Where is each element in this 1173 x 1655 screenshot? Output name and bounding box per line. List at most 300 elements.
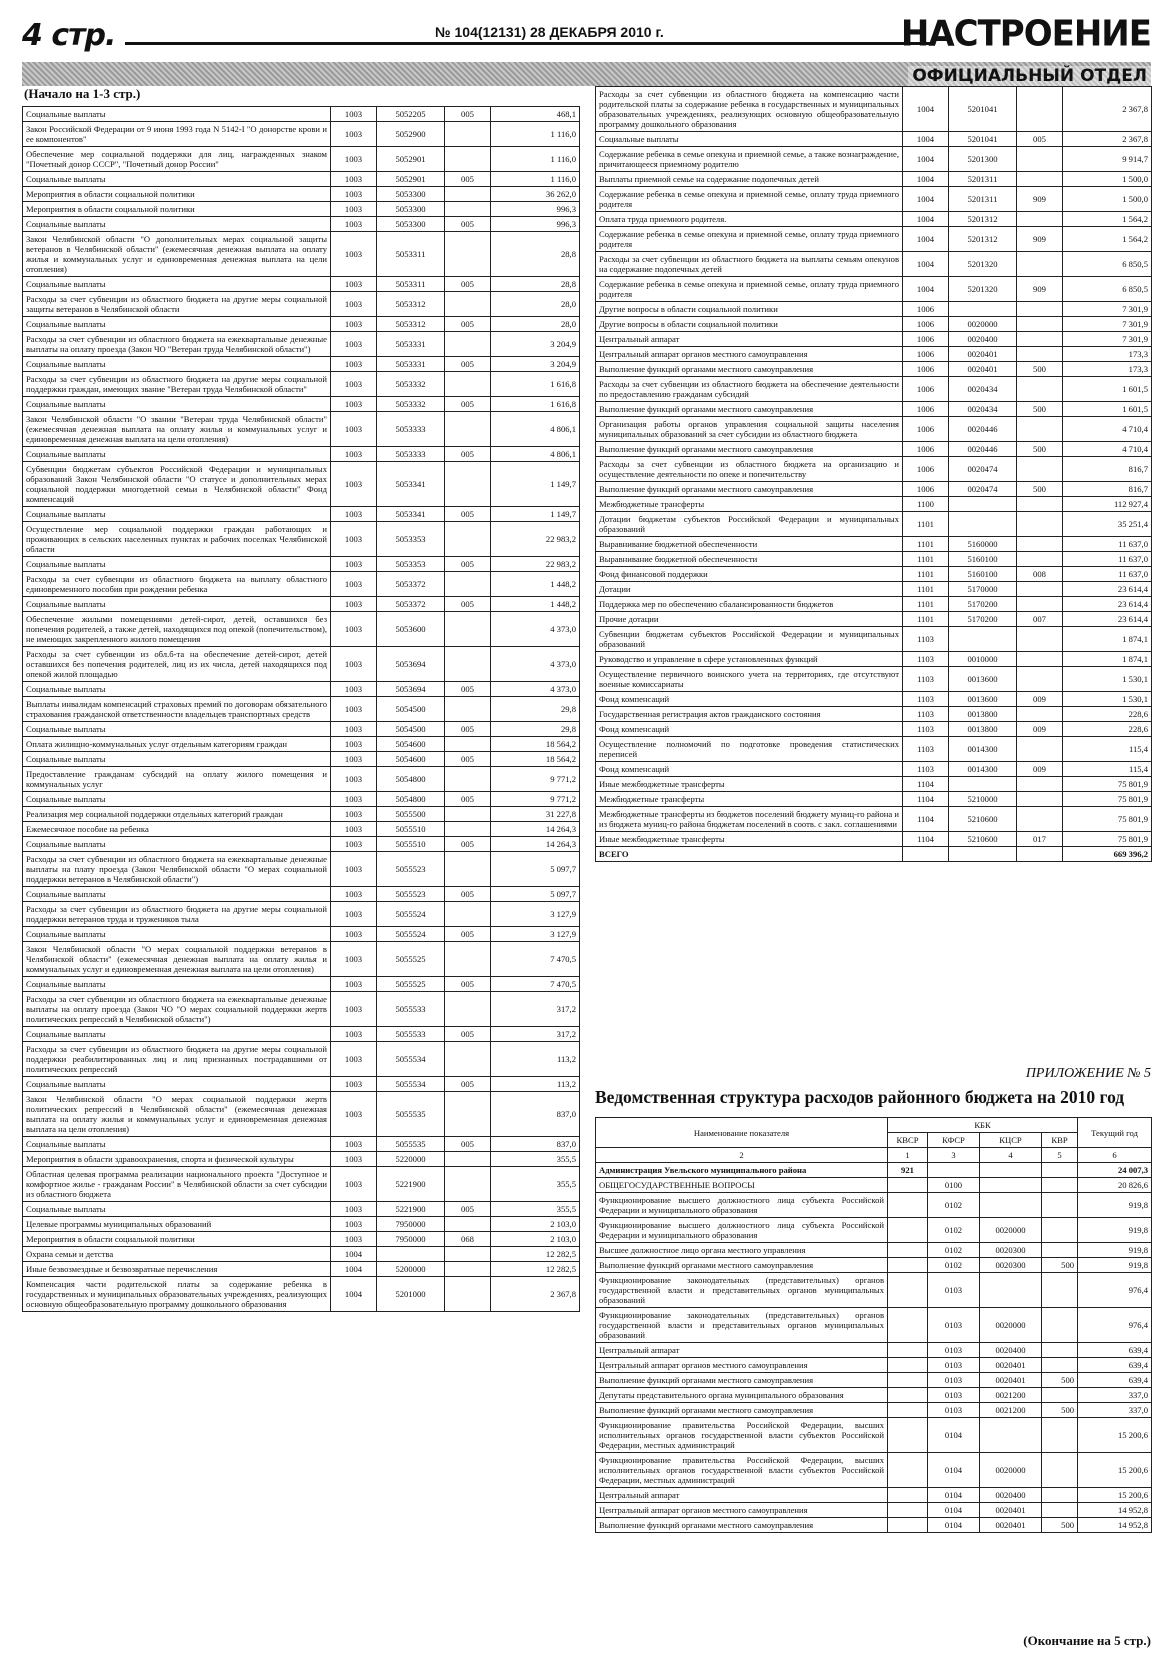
table-cell: 0102: [928, 1243, 980, 1258]
table-cell: 5055533: [377, 1027, 445, 1042]
table-cell: 1004: [903, 187, 949, 212]
table-cell: 5055500: [377, 807, 445, 822]
table-cell: [445, 572, 491, 597]
row-label: Фонд компенсаций: [596, 722, 903, 737]
table-row: [596, 1503, 1152, 1518]
table-cell: 5055535: [377, 1137, 445, 1152]
table-cell: 1104: [903, 832, 949, 847]
table-cell: 1 530,1: [1063, 692, 1152, 707]
table-cell: [949, 512, 1017, 537]
row-label: Предоставление гражданам субсидий на оплату жилого помещения и коммунальных услуг: [23, 767, 331, 792]
table-cell: [888, 1453, 928, 1488]
table-cell: 1004: [903, 87, 949, 132]
table-cell: 1003: [331, 232, 377, 277]
table-cell: 115,4: [1063, 737, 1152, 762]
row-label: Субвенции бюджетам субъектов Российской Федерации и муниципальных образований: [596, 627, 903, 652]
table-cell: 5201320: [949, 252, 1017, 277]
table-cell: 1003: [331, 332, 377, 357]
table-row: [23, 107, 580, 122]
table-cell: 5210600: [949, 832, 1017, 847]
row-label: Другие вопросы в области социальной политики: [596, 302, 903, 317]
table-row: [596, 707, 1152, 722]
table-cell: 1003: [331, 992, 377, 1027]
table-row: [23, 317, 580, 332]
table-cell: 4 710,4: [1063, 417, 1152, 442]
table-cell: 14 264,3: [491, 822, 580, 837]
table-cell: 5054500: [377, 697, 445, 722]
table-cell: 5052901: [377, 172, 445, 187]
table-cell: [888, 1488, 928, 1503]
table-cell: 5201300: [949, 147, 1017, 172]
table-cell: 1006: [903, 332, 949, 347]
table-cell: [1017, 807, 1063, 832]
table-cell: 75 801,9: [1063, 807, 1152, 832]
table-cell: 0020400: [980, 1343, 1042, 1358]
row-label: Расходы за счет субвенции из областного бюджета на выплаты семьям опекунов на содержание подопечных детей: [596, 252, 903, 277]
table-row: [23, 977, 580, 992]
table-cell: 1006: [903, 442, 949, 457]
table-cell: 0020474: [949, 457, 1017, 482]
table-cell: 5052900: [377, 122, 445, 147]
table-cell: 5053300: [377, 187, 445, 202]
row-label: Социальные выплаты: [23, 217, 331, 232]
row-label: Содержание ребенка в семье опекуна и приемной семье, а также вознаграждение, причитающееся приемному родителю: [596, 147, 903, 172]
table-row: [596, 227, 1152, 252]
table-cell: 0020446: [949, 417, 1017, 442]
table-cell: 5052205: [377, 107, 445, 122]
table-cell: 919,8: [1078, 1218, 1152, 1243]
table-cell: 005: [445, 557, 491, 572]
row-label: Функционирование высшего должностного лица субъекта Российской Федерации и муниципального образования: [596, 1193, 888, 1218]
table-cell: [980, 1163, 1042, 1178]
row-label: Социальные выплаты: [23, 927, 331, 942]
table-row: [596, 537, 1152, 552]
table-cell: 1 448,2: [491, 597, 580, 612]
table-row: [596, 417, 1152, 442]
table-cell: 0014300: [949, 762, 1017, 777]
table-cell: 005: [1017, 132, 1063, 147]
department-structure-table: [595, 1117, 1152, 1533]
table-cell: 005: [445, 887, 491, 902]
row-label: ВСЕГО: [596, 847, 903, 862]
table-cell: [445, 122, 491, 147]
row-label: Обеспечение мер социальной поддержки для лиц, награжденных знаком "Почетный донор СССР", "Почетный донор России": [23, 147, 331, 172]
table-cell: [445, 462, 491, 507]
table-cell: [1017, 252, 1063, 277]
table-cell: 28,8: [491, 232, 580, 277]
table-cell: 1006: [903, 302, 949, 317]
table-cell: 11 637,0: [1063, 537, 1152, 552]
table-cell: 9 771,2: [491, 767, 580, 792]
table-cell: 005: [445, 1027, 491, 1042]
table-row: [23, 927, 580, 942]
table-cell: 639,4: [1078, 1343, 1152, 1358]
table-cell: 009: [1017, 722, 1063, 737]
table-cell: 005: [445, 1137, 491, 1152]
table-cell: 5160100: [949, 552, 1017, 567]
table-row: [596, 1193, 1152, 1218]
row-label: Содержание ребенка в семье опекуна и приемной семье, оплату труда приемного родителя: [596, 227, 903, 252]
row-label: Выполнение функций органами местного самоуправления: [596, 1373, 888, 1388]
row-label: Социальные выплаты: [23, 357, 331, 372]
row-label: Расходы за счет субвенции из областного бюджета на компенсацию части родительской платы за содержание ребенка в государственных и муниципальных образовательных учреждениях, реализующих основную общеобразовательную программу дошкольного образования: [596, 87, 903, 132]
table-cell: 0104: [928, 1488, 980, 1503]
table-cell: 468,1: [491, 107, 580, 122]
table-row: [23, 1167, 580, 1202]
table-cell: 5210600: [949, 807, 1017, 832]
table-cell: 837,0: [491, 1137, 580, 1152]
table-row: [23, 612, 580, 647]
table-cell: 1003: [331, 737, 377, 752]
table-cell: 1004: [903, 212, 949, 227]
table-cell: 1101: [903, 612, 949, 627]
table-cell: 7 301,9: [1063, 332, 1152, 347]
table-cell: [445, 1262, 491, 1277]
table-cell: 5053331: [377, 332, 445, 357]
table-cell: 31 227,8: [491, 807, 580, 822]
col-header-kbk: КБК: [888, 1118, 1078, 1133]
table-cell: [445, 1247, 491, 1262]
table-row: [23, 447, 580, 462]
table-cell: 1103: [903, 707, 949, 722]
row-label: Функционирование законодательных (представительных) органов государственной власти и представительных органов муниципальных образований: [596, 1273, 888, 1308]
table-cell: [888, 1258, 928, 1273]
table-cell: 1003: [331, 647, 377, 682]
table-row: [23, 507, 580, 522]
table-cell: 5053332: [377, 397, 445, 412]
table-cell: 12 282,5: [491, 1262, 580, 1277]
table-cell: 1103: [903, 722, 949, 737]
row-label: Фонд компенсаций: [596, 762, 903, 777]
table-cell: 669 396,2: [1063, 847, 1152, 862]
table-cell: 1 116,0: [491, 147, 580, 172]
table-cell: [888, 1178, 928, 1193]
table-cell: 0010000: [949, 652, 1017, 667]
table-cell: 7 470,5: [491, 977, 580, 992]
table-cell: 2 103,0: [491, 1232, 580, 1247]
table-cell: [1017, 667, 1063, 692]
table-cell: 1006: [903, 377, 949, 402]
table-cell: 1100: [903, 497, 949, 512]
table-row: [23, 187, 580, 202]
table-cell: 5200000: [377, 1262, 445, 1277]
table-cell: [1042, 1503, 1078, 1518]
table-cell: 1006: [903, 362, 949, 377]
table-cell: 7 301,9: [1063, 302, 1152, 317]
table-cell: [377, 1247, 445, 1262]
table-row: [23, 737, 580, 752]
row-label: Социальные выплаты: [23, 557, 331, 572]
row-label: Межбюджетные трансферты: [596, 497, 903, 512]
table-row: [23, 1027, 580, 1042]
table-row: [596, 652, 1152, 667]
table-cell: 1006: [903, 457, 949, 482]
table-cell: 317,2: [491, 992, 580, 1027]
table-row: [23, 1202, 580, 1217]
table-cell: 5221900: [377, 1202, 445, 1217]
table-cell: 5053353: [377, 522, 445, 557]
table-cell: 29,8: [491, 722, 580, 737]
table-cell: 005: [445, 792, 491, 807]
table-cell: 1006: [903, 417, 949, 442]
table-cell: 919,8: [1078, 1243, 1152, 1258]
table-cell: 5053300: [377, 217, 445, 232]
appendix-label: ПРИЛОЖЕНИЕ № 5: [1025, 1066, 1151, 1081]
table-cell: 919,8: [1078, 1193, 1152, 1218]
table-cell: 1003: [331, 522, 377, 557]
table-row: [23, 752, 580, 767]
table-cell: 3 204,9: [491, 357, 580, 372]
table-cell: [445, 807, 491, 822]
table-cell: [445, 232, 491, 277]
table-cell: [445, 767, 491, 792]
table-cell: [1042, 1343, 1078, 1358]
table-cell: 5053694: [377, 682, 445, 697]
row-label: Поддержка мер по обеспечению сбалансированности бюджетов: [596, 597, 903, 612]
table-cell: 0102: [928, 1258, 980, 1273]
table-row: [596, 362, 1152, 377]
table-cell: 6 850,5: [1063, 252, 1152, 277]
table-cell: 28,0: [491, 292, 580, 317]
table-cell: 921: [888, 1163, 928, 1178]
table-cell: 1 500,0: [1063, 172, 1152, 187]
table-cell: [888, 1373, 928, 1388]
table-row: [596, 212, 1152, 227]
table-cell: 1 564,2: [1063, 212, 1152, 227]
table-cell: [445, 1217, 491, 1232]
table-cell: 14 952,8: [1078, 1518, 1152, 1533]
table-cell: [1017, 582, 1063, 597]
table-cell: [445, 332, 491, 357]
table-cell: [445, 522, 491, 557]
table-row: [596, 187, 1152, 212]
table-cell: 5053600: [377, 612, 445, 647]
row-label: Расходы за счет субвенции из областного бюджета на обеспечение деятельности по предоставлению гражданам субсидий: [596, 377, 903, 402]
table-cell: 5160000: [949, 537, 1017, 552]
col-number: 6: [1078, 1148, 1152, 1163]
table-cell: 1004: [903, 132, 949, 147]
table-cell: 816,7: [1063, 457, 1152, 482]
table-row: [23, 412, 580, 447]
table-cell: 1003: [331, 1232, 377, 1247]
table-cell: 1103: [903, 737, 949, 762]
table-cell: 5053312: [377, 292, 445, 317]
table-row: [596, 132, 1152, 147]
table-row: [596, 87, 1152, 132]
row-label: Социальные выплаты: [23, 792, 331, 807]
table-cell: 0020000: [980, 1308, 1042, 1343]
row-label: Осуществление первичного воинского учета на территориях, где отсутствуют военные комиссариаты: [596, 667, 903, 692]
table-cell: [445, 1042, 491, 1077]
table-cell: 7 470,5: [491, 942, 580, 977]
row-label: Расходы за счет субвенции из областного бюджета на выплату областного единовременного пособия при рождении ребенка: [23, 572, 331, 597]
table-cell: 3 204,9: [491, 332, 580, 357]
table-cell: 0020400: [980, 1488, 1042, 1503]
table-cell: 1 874,1: [1063, 627, 1152, 652]
row-label: Социальные выплаты: [23, 277, 331, 292]
row-label: Закон Челябинской области "О звании "Ветеран труда Челябинской области" (ежемесячная денежная выплата на оплату жилья и коммунальных услуг и единовременная денежная выплата на цели отопления): [23, 412, 331, 447]
row-label: Функционирование законодательных (представительных) органов государственной власти и представительных органов муниципальных образований: [596, 1308, 888, 1343]
table-row: [596, 762, 1152, 777]
table-row: [596, 252, 1152, 277]
row-label: Оплата труда приемного родителя.: [596, 212, 903, 227]
row-label: Организация работы органов управления социальной защиты населения муниципальных образований за счет субсидии из областного бюджета: [596, 417, 903, 442]
table-row: [23, 887, 580, 902]
row-label: Расходы за счет субвенции из областного бюджета на ежеквартальные денежные выплаты на оплату проезда (Закон ЧО "Ветеран труда Челябинской области"): [23, 332, 331, 357]
table-row: [23, 122, 580, 147]
table-cell: 1101: [903, 567, 949, 582]
table-row: [596, 582, 1152, 597]
table-cell: 1006: [903, 347, 949, 362]
table-cell: 35 251,4: [1063, 512, 1152, 537]
table-cell: 355,5: [491, 1167, 580, 1202]
table-cell: 005: [445, 507, 491, 522]
table-cell: [888, 1403, 928, 1418]
table-cell: 5055510: [377, 837, 445, 852]
table-cell: [1017, 512, 1063, 537]
table-cell: 5170200: [949, 612, 1017, 627]
table-cell: [445, 412, 491, 447]
table-cell: 1003: [331, 397, 377, 412]
col-header-kvr: КВР: [1042, 1133, 1078, 1148]
table-cell: [1017, 302, 1063, 317]
table-cell: 5055524: [377, 927, 445, 942]
table-cell: [1042, 1273, 1078, 1308]
table-cell: [445, 372, 491, 397]
row-label: ОБЩЕГОСУДАРСТВЕННЫЕ ВОПРОСЫ: [596, 1178, 888, 1193]
table-cell: [1042, 1193, 1078, 1218]
table-cell: 5201320: [949, 277, 1017, 302]
table-cell: 1003: [331, 767, 377, 792]
table-cell: 0013600: [949, 667, 1017, 692]
table-cell: [445, 852, 491, 887]
table-cell: 005: [445, 722, 491, 737]
table-cell: 1003: [331, 202, 377, 217]
row-label: Содержание ребенка в семье опекуна и приемной семье, оплату труда приемного родителя: [596, 187, 903, 212]
table-row: [23, 217, 580, 232]
table-cell: 1 448,2: [491, 572, 580, 597]
row-label: Дотации: [596, 582, 903, 597]
table-cell: 1003: [331, 317, 377, 332]
table-cell: 1004: [331, 1247, 377, 1262]
table-cell: 15 200,6: [1078, 1453, 1152, 1488]
table-cell: [980, 1178, 1042, 1193]
table-row: [596, 317, 1152, 332]
table-cell: 75 801,9: [1063, 792, 1152, 807]
table2-title: Ведомственная структура расходов районного бюджета на 2010 год: [595, 1087, 1125, 1107]
table-cell: [445, 292, 491, 317]
row-label: Выполнение функций органами местного самоуправления: [596, 442, 903, 457]
table-cell: 0013600: [949, 692, 1017, 707]
table-cell: 5053333: [377, 447, 445, 462]
table-row: [23, 682, 580, 697]
table-cell: 500: [1042, 1518, 1078, 1533]
table-cell: 5201000: [377, 1277, 445, 1312]
table-cell: 1003: [331, 107, 377, 122]
row-label: Реализация мер социальной поддержки отдельных категорий граждан: [23, 807, 331, 822]
table-cell: 5201041: [949, 132, 1017, 147]
table-cell: [1017, 87, 1063, 132]
table-cell: 005: [445, 447, 491, 462]
table-cell: 5055534: [377, 1077, 445, 1092]
table-cell: 337,0: [1078, 1403, 1152, 1418]
table-cell: 5053372: [377, 597, 445, 612]
table-row: [23, 522, 580, 557]
table-cell: [888, 1503, 928, 1518]
table-cell: 5053333: [377, 412, 445, 447]
table-cell: 0020000: [980, 1453, 1042, 1488]
table-cell: [445, 147, 491, 172]
table-row: [23, 1137, 580, 1152]
table-cell: [1017, 707, 1063, 722]
row-label: Иные безвозмездные и безвозвратные перечисления: [23, 1262, 331, 1277]
table-row: [23, 1152, 580, 1167]
col-header-kfsr: КФСР: [928, 1133, 980, 1148]
table-row: [23, 902, 580, 927]
table-cell: 1004: [331, 1277, 377, 1312]
table-cell: 500: [1017, 362, 1063, 377]
table-row: [596, 847, 1152, 862]
table-cell: 1003: [331, 1167, 377, 1202]
table-cell: 1003: [331, 942, 377, 977]
table-cell: 1 116,0: [491, 172, 580, 187]
table-cell: 0021200: [980, 1403, 1042, 1418]
table-cell: 5201312: [949, 212, 1017, 227]
row-label: Социальные выплаты: [23, 172, 331, 187]
table-cell: [1017, 627, 1063, 652]
row-label: Обеспечение жилыми помещениями детей-сирот, детей, оставшихся без попечения родителей, а также детей, находящихся под опекой (попечительством), не имеющих закрепленного жилого помещения: [23, 612, 331, 647]
table-cell: 1003: [331, 1137, 377, 1152]
table-row: [596, 1343, 1152, 1358]
table-cell: 1104: [903, 777, 949, 792]
table-cell: 500: [1017, 482, 1063, 497]
page-number: 4 стр.: [22, 18, 116, 53]
table-cell: 1004: [903, 252, 949, 277]
row-label: Расходы за счет субвенции из областного бюджета на ежеквартальные денежные выплаты на оплату проезда (Закон ЧО "О мерах социальной поддержки жертв политических репрессий в Челябинской области"): [23, 992, 331, 1027]
col-number: 4: [980, 1148, 1042, 1163]
table-cell: 1 601,5: [1063, 377, 1152, 402]
table-cell: [445, 612, 491, 647]
table-cell: 317,2: [491, 1027, 580, 1042]
left-column: [22, 86, 579, 1312]
table-cell: 0020300: [980, 1243, 1042, 1258]
table-cell: 1101: [903, 537, 949, 552]
table-cell: 0020434: [949, 402, 1017, 417]
table-cell: 1003: [331, 1042, 377, 1077]
table-row: [596, 567, 1152, 582]
row-label: Мероприятия в области здравоохранения, спорта и физической культуры: [23, 1152, 331, 1167]
table-cell: 0104: [928, 1518, 980, 1533]
table-cell: 0103: [928, 1358, 980, 1373]
table-cell: [445, 822, 491, 837]
row-label: Мероприятия в области социальной политики: [23, 1232, 331, 1247]
table-cell: [888, 1218, 928, 1243]
table-cell: 005: [445, 277, 491, 292]
table-cell: 005: [445, 752, 491, 767]
table-cell: [445, 187, 491, 202]
table-cell: [445, 942, 491, 977]
table-cell: 0103: [928, 1403, 980, 1418]
row-label: Государственная регистрация актов гражданского состояния: [596, 707, 903, 722]
table-row: [596, 147, 1152, 172]
table-cell: 5052901: [377, 147, 445, 172]
table-cell: 23 614,4: [1063, 597, 1152, 612]
table-cell: 1006: [903, 402, 949, 417]
row-label: Иные межбюджетные трансферты: [596, 777, 903, 792]
table-cell: [1017, 777, 1063, 792]
row-label: Социальные выплаты: [23, 1077, 331, 1092]
row-label: Иные межбюджетные трансферты: [596, 832, 903, 847]
